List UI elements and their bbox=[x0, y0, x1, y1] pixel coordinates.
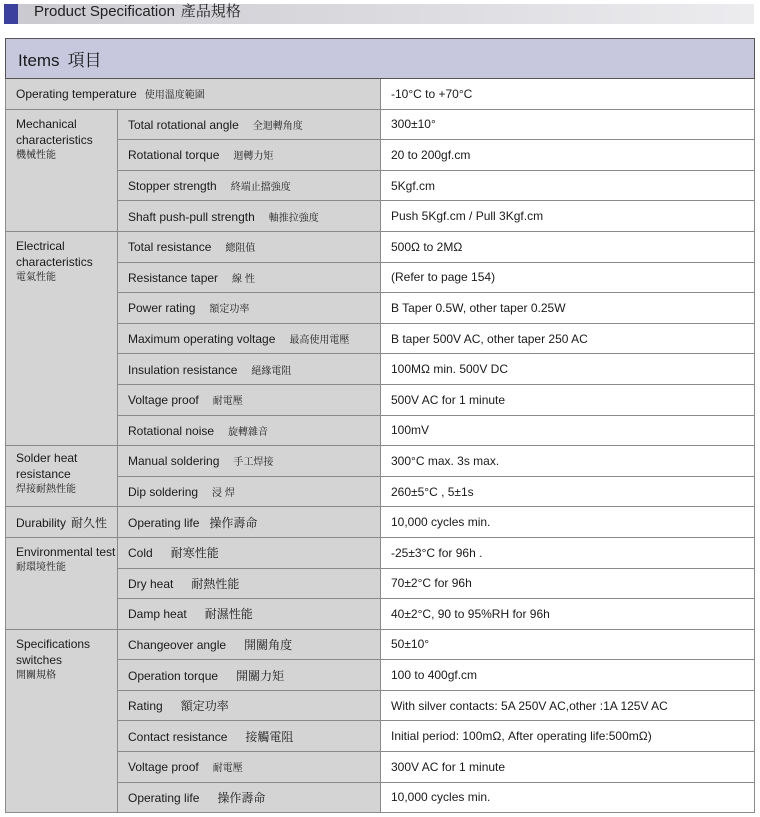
item-label-zh: 額定功率 bbox=[180, 699, 229, 714]
value-cell: 500Ω to 2MΩ bbox=[381, 231, 755, 262]
item-cell bbox=[118, 599, 381, 630]
item-cell bbox=[118, 752, 381, 783]
item-label: Rotational noise bbox=[128, 423, 215, 438]
item-label-zh: 浸 焊 bbox=[212, 488, 235, 500]
value-cell: 100mV bbox=[381, 415, 755, 446]
item-label-zh: 額定功率 bbox=[209, 304, 250, 316]
item-cell bbox=[118, 231, 381, 262]
item-label-zh: 耐寒性能 bbox=[170, 546, 219, 561]
item-label: Resistance taper bbox=[128, 270, 219, 285]
item-label-zh: 全迴轉角度 bbox=[252, 120, 303, 132]
category-label-zh: 耐久性 bbox=[71, 515, 108, 530]
category-environmental bbox=[6, 537, 118, 629]
item-label: Rating bbox=[128, 699, 163, 714]
value-cell: 100 to 400gf.cm bbox=[381, 660, 755, 691]
category-durability bbox=[6, 507, 118, 538]
item-cell bbox=[118, 415, 381, 446]
value-cell: 300±10° bbox=[381, 109, 755, 140]
value-cell: B Taper 0.5W, other taper 0.25W bbox=[381, 293, 755, 324]
item-label-zh: 耐電壓 bbox=[212, 396, 243, 408]
item-cell bbox=[118, 721, 381, 752]
category-mechanical bbox=[6, 109, 118, 231]
table-row bbox=[6, 415, 755, 446]
value-cell: Initial period: 100mΩ, After operating life:500mΩ) bbox=[381, 721, 755, 752]
table-row bbox=[6, 507, 755, 538]
item-cell bbox=[118, 507, 381, 538]
item-label: Maximum operating voltage bbox=[128, 332, 276, 347]
item-label-zh: 開關角度 bbox=[244, 637, 293, 652]
table-row bbox=[6, 262, 755, 293]
item-label: Shaft push-pull strength bbox=[128, 209, 255, 224]
item-cell bbox=[118, 446, 381, 477]
value-cell: 70±2°C for 96h bbox=[381, 568, 755, 599]
value-cell: 20 to 200gf.cm bbox=[381, 140, 755, 171]
item-label-zh: 耐熱性能 bbox=[191, 576, 240, 591]
page-title-zh: 產品規格 bbox=[180, 3, 241, 20]
category-label: Durability bbox=[16, 515, 67, 530]
table-row bbox=[6, 170, 755, 201]
value-cell: 10,000 cycles min. bbox=[381, 782, 755, 813]
table-row bbox=[6, 293, 755, 324]
spec-table bbox=[5, 38, 755, 813]
header-en: Items bbox=[18, 51, 60, 70]
category-label: Environmental test bbox=[16, 544, 116, 559]
table-row bbox=[6, 79, 755, 110]
value-cell: -25±3°C for 96h . bbox=[381, 537, 755, 568]
table-row bbox=[6, 354, 755, 385]
value-cell: 10,000 cycles min. bbox=[381, 507, 755, 538]
value-cell: 50±10° bbox=[381, 629, 755, 660]
header-zh: 項目 bbox=[67, 51, 102, 70]
table-row bbox=[6, 231, 755, 262]
table-row bbox=[6, 201, 755, 232]
category-label: Electrical characteristics bbox=[16, 238, 93, 269]
item-cell bbox=[118, 568, 381, 599]
item-label-zh: 操作壽命 bbox=[217, 790, 266, 805]
table-row bbox=[6, 690, 755, 721]
table-row bbox=[6, 446, 755, 477]
item-label-zh: 線 性 bbox=[232, 273, 255, 285]
page-title bbox=[34, 3, 241, 21]
value-cell: -10°C to +70°C bbox=[381, 79, 755, 110]
item-cell bbox=[118, 476, 381, 507]
category-label-zh: 電氣性能 bbox=[16, 271, 56, 283]
item-cell bbox=[118, 354, 381, 385]
table-row bbox=[6, 537, 755, 568]
category-label-zh: 耐環境性能 bbox=[16, 561, 66, 573]
item-cell bbox=[118, 109, 381, 140]
item-label: Total resistance bbox=[128, 240, 212, 255]
item-label-zh: 總阻值 bbox=[225, 243, 256, 255]
item-label-zh: 旋轉雜音 bbox=[228, 426, 269, 438]
category-label-zh: 開關規格 bbox=[16, 669, 56, 681]
category-label-zh: 焊接耐熱性能 bbox=[16, 484, 76, 496]
item-label-zh: 操作壽命 bbox=[209, 515, 258, 530]
category-label: Mechanical characteristics bbox=[16, 116, 93, 147]
item-cell bbox=[118, 323, 381, 354]
item-label-zh: 接觸電阻 bbox=[245, 729, 294, 744]
item-label: Contact resistance bbox=[128, 729, 228, 744]
value-cell: 5Kgf.cm bbox=[381, 170, 755, 201]
item-label-zh: 軸推拉強度 bbox=[268, 212, 319, 224]
item-cell bbox=[118, 170, 381, 201]
table-row bbox=[6, 782, 755, 813]
table-row bbox=[6, 629, 755, 660]
value-cell: Push 5Kgf.cm / Pull 3Kgf.cm bbox=[381, 201, 755, 232]
item-label: Total rotational angle bbox=[128, 117, 239, 132]
table-row bbox=[6, 599, 755, 630]
item-label: Insulation resistance bbox=[128, 362, 238, 377]
value-cell: (Refer to page 154) bbox=[381, 262, 755, 293]
item-label-zh: 絕緣電阻 bbox=[251, 365, 292, 377]
item-label: Operation torque bbox=[128, 668, 219, 683]
item-label: Operating temperature bbox=[16, 87, 137, 102]
category-electrical bbox=[6, 231, 118, 445]
item-label: Damp heat bbox=[128, 607, 187, 622]
item-label: Dry heat bbox=[128, 576, 174, 591]
table-header bbox=[6, 39, 755, 79]
category-label: Solder heat resistance bbox=[16, 451, 78, 482]
category-solder bbox=[6, 446, 118, 507]
value-cell: 300°C max. 3s max. bbox=[381, 446, 755, 477]
value-cell: 500V AC for 1 minute bbox=[381, 384, 755, 415]
item-cell bbox=[118, 262, 381, 293]
item-cell bbox=[118, 201, 381, 232]
item-label-zh: 終端止擋強度 bbox=[230, 182, 291, 194]
title-marker bbox=[4, 4, 18, 24]
category-switches bbox=[6, 629, 118, 813]
item-cell bbox=[118, 690, 381, 721]
value-cell: 100MΩ min. 500V DC bbox=[381, 354, 755, 385]
item-cell bbox=[118, 293, 381, 324]
item-label-zh: 耐電壓 bbox=[212, 763, 243, 775]
item-label: Power rating bbox=[128, 301, 196, 316]
table-row bbox=[6, 660, 755, 691]
value-cell: With silver contacts: 5A 250V AC,other :1A 125V AC bbox=[381, 690, 755, 721]
value-cell: 260±5°C , 5±1s bbox=[381, 476, 755, 507]
item-label-zh: 開關力矩 bbox=[236, 668, 285, 683]
item-cell bbox=[118, 660, 381, 691]
item-cell bbox=[118, 629, 381, 660]
table-row bbox=[6, 721, 755, 752]
item-label: Manual soldering bbox=[128, 454, 220, 469]
table-row bbox=[6, 109, 755, 140]
table-row bbox=[6, 568, 755, 599]
value-cell: 300V AC for 1 minute bbox=[381, 752, 755, 783]
value-cell: B taper 500V AC, other taper 250 AC bbox=[381, 323, 755, 354]
item-label: Dip soldering bbox=[128, 485, 199, 500]
item-cell bbox=[6, 79, 381, 110]
item-label: Changeover angle bbox=[128, 637, 227, 652]
item-cell bbox=[118, 140, 381, 171]
table-row bbox=[6, 476, 755, 507]
item-label: Operating life bbox=[128, 515, 200, 530]
item-label-zh: 使用溫度範圍 bbox=[144, 90, 205, 102]
item-label-zh: 最高使用電壓 bbox=[289, 335, 350, 347]
page-title-en: Product Specification bbox=[34, 3, 175, 20]
item-label: Operating life bbox=[128, 790, 200, 805]
category-label: Specifications switches bbox=[16, 636, 91, 667]
item-label: Voltage proof bbox=[128, 393, 199, 408]
item-label-zh: 耐濕性能 bbox=[204, 607, 253, 622]
value-cell: 40±2°C, 90 to 95%RH for 96h bbox=[381, 599, 755, 630]
item-label: Voltage proof bbox=[128, 760, 199, 775]
table-row bbox=[6, 752, 755, 783]
item-cell bbox=[118, 782, 381, 813]
item-label: Cold bbox=[128, 546, 153, 561]
item-label: Rotational torque bbox=[128, 148, 220, 163]
table-row bbox=[6, 140, 755, 171]
category-label-zh: 機械性能 bbox=[16, 149, 56, 161]
item-label: Stopper strength bbox=[128, 179, 217, 194]
item-label-zh: 迴轉力矩 bbox=[233, 151, 274, 163]
item-label-zh: 手工焊接 bbox=[233, 457, 274, 469]
table-row bbox=[6, 323, 755, 354]
item-cell bbox=[118, 384, 381, 415]
item-cell bbox=[118, 537, 381, 568]
table-row bbox=[6, 384, 755, 415]
